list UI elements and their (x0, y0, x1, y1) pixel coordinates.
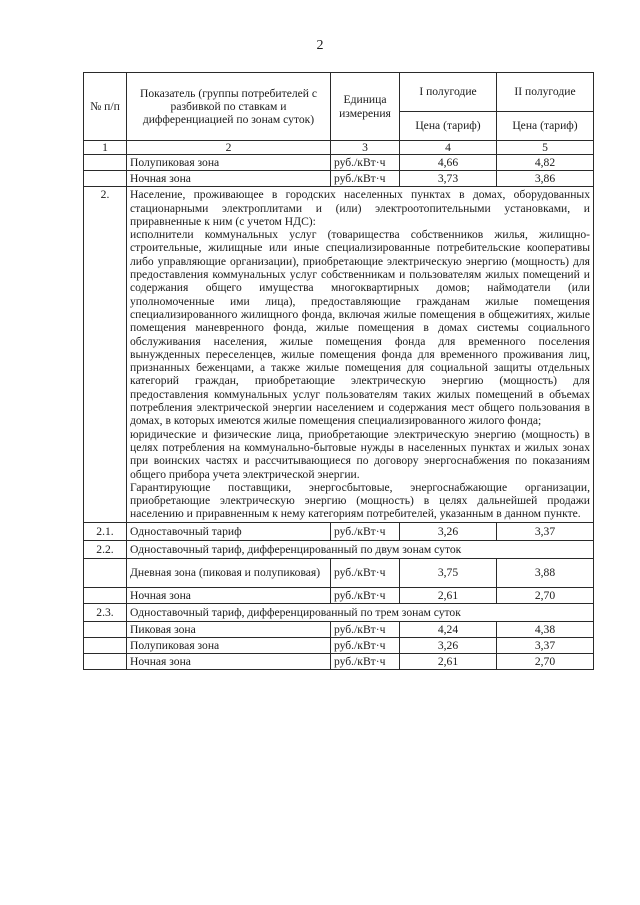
row-value-h1: 2,61 (400, 587, 497, 603)
row-value-h2: 3,88 (497, 558, 594, 587)
row-label: Полупиковая зона (127, 155, 331, 171)
header-second-half-price: Цена (тариф) (497, 112, 594, 141)
row-unit: руб./кВт·ч (331, 621, 400, 637)
row-label: Ночная зона (127, 171, 331, 187)
row-value-h1: 2,61 (400, 653, 497, 669)
row-number: 2.2. (84, 540, 127, 558)
row-value-h2: 4,38 (497, 621, 594, 637)
number-cell (84, 587, 127, 603)
table-row (84, 587, 594, 603)
row-value-h1: 4,66 (400, 155, 497, 171)
header-second-half: II полугодие (497, 73, 594, 112)
row-value-h2: 4,82 (497, 155, 594, 171)
row-value-h1: 3,73 (400, 171, 497, 187)
table-row (84, 653, 594, 669)
tariff-table (83, 72, 594, 670)
row-label: Дневная зона (пиковая и полупиковая) (127, 558, 331, 587)
row-value-h1: 4,24 (400, 621, 497, 637)
number-cell (84, 558, 127, 587)
row-label: Полупиковая зона (127, 637, 331, 653)
header-number: № п/п (84, 73, 127, 141)
section-2-row (84, 187, 594, 522)
number-cell (84, 171, 127, 187)
column-number: 1 (84, 141, 127, 155)
table-row-2-1 (84, 522, 594, 540)
row-value-h1: 3,75 (400, 558, 497, 587)
row-title: Одноставочный тариф, дифференцированный по трем зонам суток (127, 603, 594, 621)
table-row-2-3-title (84, 603, 594, 621)
number-cell (84, 621, 127, 637)
row-label: Одноставочный тариф (127, 522, 331, 540)
table-row (84, 621, 594, 637)
page-number: 2 (316, 38, 324, 53)
header-first-half: I полугодие (400, 73, 497, 112)
row-unit: руб./кВт·ч (331, 653, 400, 669)
row-label: Ночная зона (127, 587, 331, 603)
row-unit: руб./кВт·ч (331, 155, 400, 171)
header-indicator: Показатель (группы потребителей с разбивкой по ставкам и дифференциацией по зонам суток) (127, 73, 331, 141)
section-2-number: 2. (84, 187, 127, 522)
row-value-h1: 3,26 (400, 637, 497, 653)
row-unit: руб./кВт·ч (331, 637, 400, 653)
column-number: 3 (331, 141, 400, 155)
row-value-h2: 2,70 (497, 587, 594, 603)
table-row (84, 637, 594, 653)
table-header-row (84, 73, 594, 112)
table-row-2-2-title (84, 540, 594, 558)
section-2-paragraph: Население, проживающее в городских населенных пунктах в домах, оборудованных стационарными электроплитами и (или) электроотопительными установками, и приравненные к ним (с учетом НДС): (130, 188, 590, 228)
row-unit: руб./кВт·ч (331, 522, 400, 540)
column-number: 4 (400, 141, 497, 155)
row-number: 2.3. (84, 603, 127, 621)
header-unit: Единица измерения (331, 73, 400, 141)
column-number: 2 (127, 141, 331, 155)
row-unit: руб./кВт·ч (331, 587, 400, 603)
row-value-h2: 3,37 (497, 637, 594, 653)
number-cell (84, 155, 127, 171)
row-number: 2.1. (84, 522, 127, 540)
column-numbers-row (84, 141, 594, 155)
row-value-h2: 3,86 (497, 171, 594, 187)
row-unit: руб./кВт·ч (331, 171, 400, 187)
number-cell (84, 653, 127, 669)
table-row (84, 171, 594, 187)
row-title: Одноставочный тариф, дифференцированный по двум зонам суток (127, 540, 594, 558)
table-row (84, 155, 594, 171)
section-2-paragraph: исполнители коммунальных услуг (товарищества собственников жилья, жилищно-строительные, жилищные или иные специализированные потребительские кооперативы либо управляющие организации), приобретающие электрическую энергию (мощность) для предоставления коммунальных услуг собственникам и пользователям жилых помещений и содержания общего имущества многоквартирных домов; наймодатели (или уполномоченные ими лица), предоставляющие гражданам жилые помещения специализированного жилищного фонда, включая жилые помещения в общежитиях, жилые помещения маневренного фонда, жилые помещения в домах системы социального обслуживания населения, жилые помещения фонда для временного поселения вынужденных переселенцев, жилые помещения фонда для временного проживания лиц, признанных беженцами, а также жилые помещения для социальной защиты отдельных категорий граждан, приобретающие электрическую энергию (мощность) для предоставления коммунальных услуг пользователям таких жилых помещений в объемах потребления электрической энергии населением и содержания мест общего пользования в домах, в которых имеются жилые помещения специализированного жилого фонда; (130, 228, 590, 428)
row-label: Ночная зона (127, 653, 331, 669)
row-value-h2: 3,37 (497, 522, 594, 540)
header-first-half-price: Цена (тариф) (400, 112, 497, 141)
section-2-paragraph: Гарантирующие поставщики, энергосбытовые, энергоснабжающие организации, приобретающие электрическую энергию (мощность) в целях дальнейшей продажи населению и приравненным к нему категориям потребителей, указанным в данном пункте. (130, 480, 590, 521)
number-cell (84, 637, 127, 653)
row-label: Пиковая зона (127, 621, 331, 637)
column-number: 5 (497, 141, 594, 155)
row-value-h2: 2,70 (497, 653, 594, 669)
section-2-description (127, 187, 594, 522)
row-unit: руб./кВт·ч (331, 558, 400, 587)
section-2-paragraph: юридические и физические лица, приобретающие электрическую энергию (мощность) в целях потребления на коммунально-бытовые нужды в населенных пунктах и жилых зонах при воинских частях и рассчитывающиеся по договору энергоснабжения по показаниям общего прибора учета электрической энергии. (130, 427, 590, 481)
row-value-h1: 3,26 (400, 522, 497, 540)
table-row (84, 558, 594, 587)
